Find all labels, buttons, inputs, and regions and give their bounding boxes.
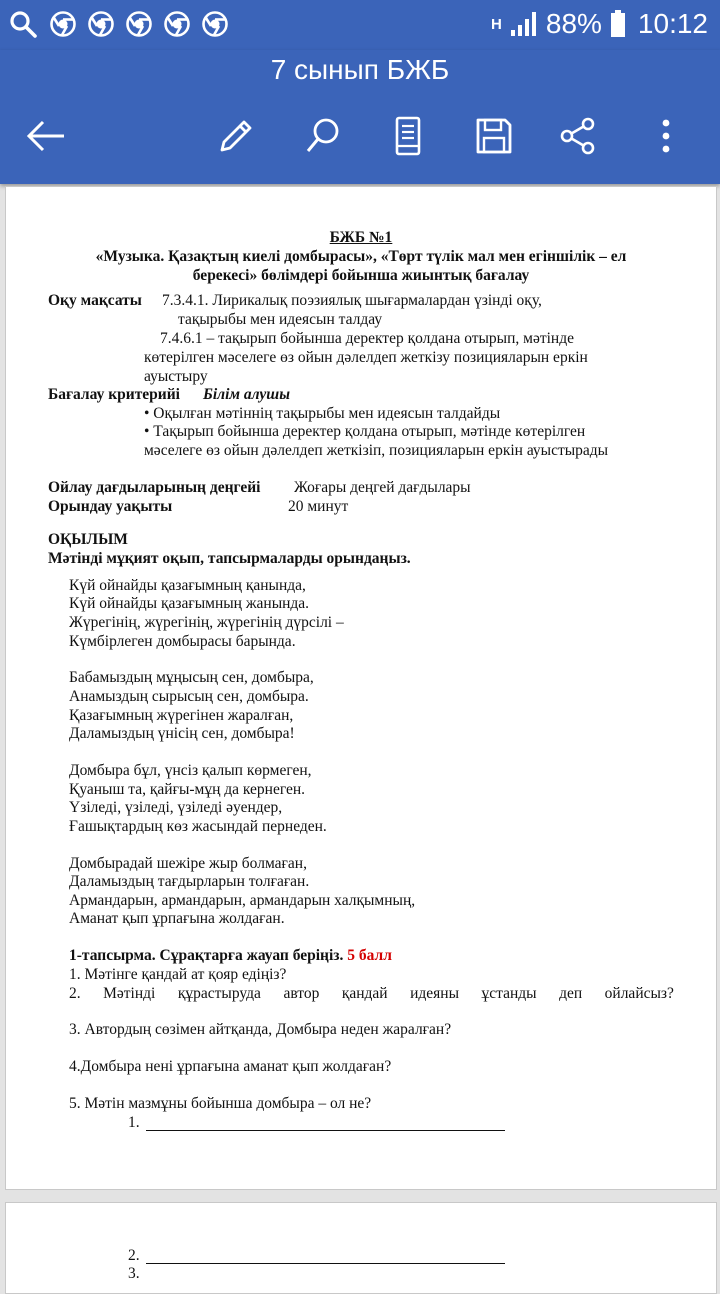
doc-subheading-1: «Музыка. Қазақтың киелі домбырасы», «Төрт түлік мал мен егіншілік – ел (95, 248, 627, 265)
answer-number: 2. (128, 1247, 140, 1264)
goal-2a: 7.4.6.1 – тақырып бойынша деректер қолдана отырып, мәтінде (160, 330, 574, 347)
answer-line (146, 1130, 505, 1131)
poem-line: Ғашықтардың көз жасындай пернеден. (69, 818, 327, 835)
q2-word: ойлайсыз? (604, 985, 674, 1002)
edit-button[interactable] (210, 110, 262, 162)
q2-word: 2. (69, 985, 81, 1002)
goal-label: Оқу мақсаты (48, 292, 142, 309)
q2-word: құрастыруда (177, 985, 261, 1002)
goal-1a: 7.3.4.1. Лирикалық поэзиялық шығармалардан үзінді оқу, (162, 292, 542, 309)
clock: 10:12 (637, 8, 708, 39)
q2-word: Мәтінді (103, 985, 156, 1002)
question-3: 3. Автордың сөзімен айтқанда, Домбыра неден жаралған? (69, 1021, 452, 1038)
chrome-icon (202, 9, 228, 39)
poem-line: Аманат қып ұрпағына жолдаған. (69, 910, 285, 927)
share-icon (559, 117, 597, 155)
q2-word: автор (283, 985, 320, 1002)
search-icon (8, 9, 38, 39)
share-button[interactable] (552, 110, 604, 162)
save-button[interactable] (468, 110, 520, 162)
q2-word: қандай (341, 985, 388, 1002)
poem-line: Домбырадай шежіре жыр болмаған, (69, 855, 307, 872)
back-arrow-icon (26, 120, 66, 152)
criteria-2a: • Тақырып бойынша деректер қолдана отырып, мәтінде көтерілген (144, 423, 586, 440)
poem-line: Анамыздың сырысың сен, домбыра. (69, 688, 309, 705)
q2-word: идеяны (410, 985, 460, 1002)
status-bar (0, 0, 720, 50)
chrome-icon (88, 9, 114, 39)
document-page-1 (5, 186, 717, 1190)
signal-icon (510, 11, 538, 37)
chrome-icon (50, 9, 76, 39)
more-options-button[interactable] (640, 110, 692, 162)
status-right (491, 8, 708, 40)
thinking-label: Ойлау дағдыларының деңгейі (48, 479, 261, 496)
document-page-2 (5, 1202, 717, 1294)
save-icon (475, 117, 513, 155)
section-title: ОҚЫЛЫМ (48, 531, 128, 548)
question-2 (69, 985, 674, 1003)
task-title (69, 947, 392, 965)
answer-line (146, 1263, 505, 1264)
poem-line: Қуаныш та, қайғы-мұң да кернеген. (69, 781, 306, 798)
time-value: 20 минут (288, 498, 349, 515)
notification-icons (8, 9, 228, 39)
search-icon (303, 116, 343, 156)
doc-heading: БЖБ №1 (329, 229, 393, 246)
time-label: Орындау уақыты (48, 498, 173, 515)
search-button[interactable] (297, 110, 349, 162)
network-type: H (491, 15, 502, 33)
chrome-icon (126, 9, 152, 39)
poem-line: Домбыра бұл, үнсіз қалып көрмеген, (69, 762, 312, 779)
edit-pencil-icon (216, 116, 256, 156)
criteria-label: Бағалау критерийі (48, 386, 180, 403)
question-1: 1. Мәтінге қандай ат қояр едіңіз? (69, 966, 287, 983)
criteria-1: • Оқылған мәтіннің тақырыбы мен идеясын талдайды (144, 405, 501, 422)
poem-line: Даламыздың тағдырларын толғаған. (69, 873, 310, 890)
criteria-sub: Білім алушы (203, 386, 290, 403)
thinking-value: Жоғары деңгей дағдылары (294, 479, 471, 496)
instruction: Мәтінді мұқият оқып, тапсырмаларды орындаңыз. (48, 550, 411, 567)
chrome-icon (164, 9, 190, 39)
question-5: 5. Мәтін мазмұны бойынша домбыра – ол не? (69, 1095, 372, 1112)
app-bar (0, 50, 720, 184)
task-points: 5 балл (347, 947, 392, 964)
document-title: 7 сынып БЖБ (270, 54, 450, 85)
question-4: 4.Домбыра нені ұрпағына аманат қып жолдаған? (69, 1058, 392, 1075)
poem-line: Армандарын, армандарын, армандарын халқымның, (69, 892, 416, 909)
poem-line: Күй ойнайды қазағымның қанында, (69, 577, 306, 594)
poem-line: Бабамыздың мұңысың сен, домбыра, (69, 669, 314, 686)
poem-line: Даламыздың үнісің сен, домбыра! (69, 725, 295, 742)
answer-number: 3. (128, 1265, 140, 1282)
poem-line: Жүрегінің, жүрегінің, жүрегінің дүрсілі – (69, 614, 344, 631)
doc-subheading-2: берекесі» бөлімдері бойынша жиынтық бағалау (192, 267, 530, 284)
goal-2c: ауыстыру (144, 368, 208, 385)
task-title-text: 1-тапсырма. Сұрақтарға жауап беріңіз. (69, 947, 344, 964)
poem-line: Қазағымның жүрегінен жаралған, (69, 707, 294, 724)
poem-line: Күмбірлеген домбырасы барында. (69, 633, 296, 650)
q2-word: деп (559, 985, 583, 1002)
criteria-2b: мәселеге өз ойын дәлелдеп жеткізіп, позицияларын еркін ауыстырады (144, 442, 609, 459)
mobile-view-button[interactable] (382, 110, 434, 162)
q2-word: ұстанды (481, 985, 537, 1002)
more-vertical-icon (660, 118, 672, 154)
goal-1b: тақырыбы мен идеясын талдау (178, 311, 383, 328)
mobile-view-icon (393, 116, 423, 156)
back-button[interactable] (20, 110, 72, 162)
poem-line: Күй ойнайды қазағымның жанында. (69, 595, 310, 612)
goal-2b: көтерілген мәселеге өз ойын дәлелдеп жеткізу позицияларын еркін (144, 349, 588, 366)
answer-number: 1. (128, 1114, 140, 1131)
battery-icon (610, 10, 626, 38)
battery-percent: 88% (545, 8, 602, 39)
poem-line: Үзіледі, үзіледі, үзіледі әуендер, (69, 799, 283, 816)
